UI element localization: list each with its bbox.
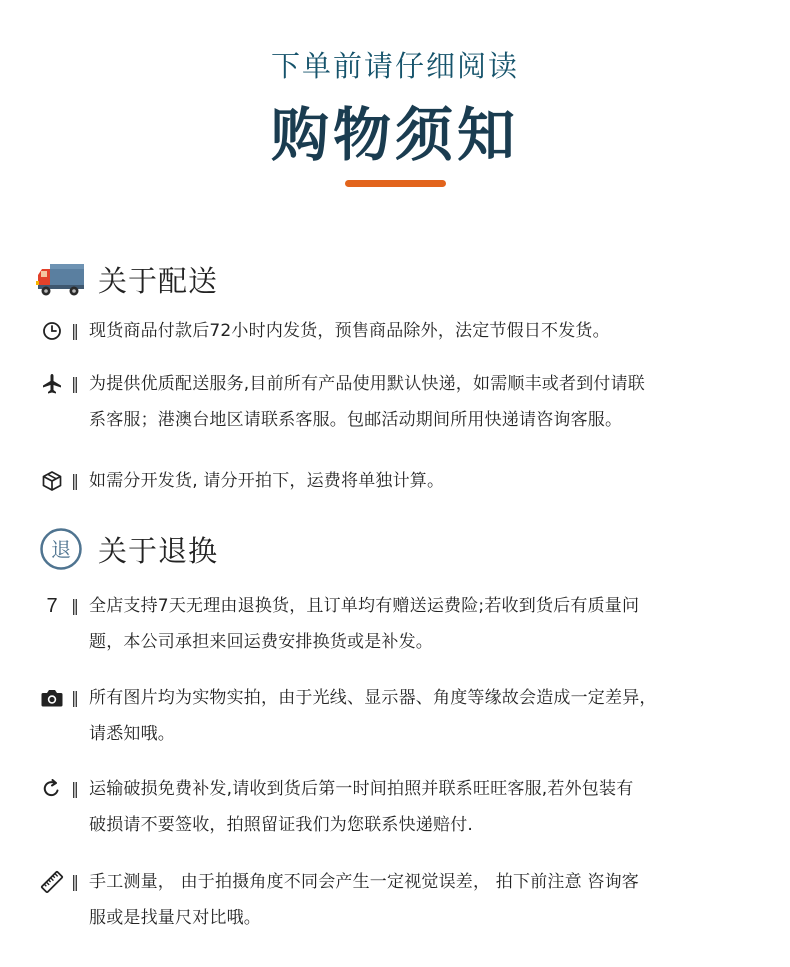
camera-icon bbox=[40, 687, 64, 709]
item-text-line: 全店支持7天无理由退换货，且订单均有赠送运费险;若收到货后有质量问 bbox=[89, 596, 640, 616]
item-separator: ‖ bbox=[71, 321, 79, 340]
item-separator: ‖ bbox=[71, 374, 79, 393]
returns-item-photos bbox=[40, 680, 760, 752]
item-text-line: 系客服；港澳台地区请联系客服。包邮活动期间所用快递请咨询客服。 bbox=[89, 410, 623, 430]
seven-icon: 7 bbox=[46, 595, 58, 617]
delivery-item-shipping-time bbox=[40, 313, 760, 349]
item-text-line: 现货商品付款后72小时内发货，预售商品除外，法定节假日不发货。 bbox=[89, 321, 610, 341]
returns-item-measurement bbox=[40, 864, 760, 936]
return-badge-text: 退 bbox=[51, 537, 71, 562]
section-delivery-title: 关于配送 bbox=[98, 263, 219, 298]
clock-icon bbox=[40, 320, 64, 342]
ruler-icon bbox=[40, 871, 64, 893]
item-separator: ‖ bbox=[71, 779, 79, 798]
page-subtitle: 下单前请仔细阅读 bbox=[270, 49, 519, 83]
delivery-item-courier bbox=[40, 366, 760, 438]
item-text-line: 破损请不要签收，拍照留证我们为您联系快递赔付. bbox=[89, 815, 474, 835]
item-text-line: 手工测量， 由于拍摄角度不同会产生一定视觉误差， 拍下前注意 咨询客 bbox=[89, 872, 640, 892]
page-title: 购物须知 bbox=[270, 101, 519, 169]
item-separator: ‖ bbox=[71, 471, 79, 490]
delivery-item-split-shipping bbox=[40, 463, 760, 499]
title-underline bbox=[345, 180, 446, 187]
return-badge-icon bbox=[36, 529, 86, 569]
item-text-line: 如需分开发货, 请分开拍下，运费将单独计算。 bbox=[89, 471, 445, 491]
returns-item-damage bbox=[40, 771, 760, 843]
item-text-line: 运输破损免费补发,请收到货后第一时间拍照并联系旺旺客服,若外包装有 bbox=[89, 779, 634, 799]
section-returns-header bbox=[36, 524, 218, 574]
item-text-line: 题，本公司承担来回运费安排换货或是补发。 bbox=[89, 632, 433, 652]
item-text-line: 为提供优质配送服务,目前所有产品使用默认快递，如需顺丰或者到付请联 bbox=[89, 374, 646, 394]
item-text-line: 所有图片均为实物实拍，由于光线、显示器、角度等缘故会造成一定差异， bbox=[89, 688, 657, 708]
refresh-icon bbox=[40, 778, 64, 800]
item-separator: ‖ bbox=[71, 688, 79, 707]
item-text-line: 服或是找量尺对比哦。 bbox=[89, 908, 261, 928]
box-icon bbox=[40, 470, 64, 492]
returns-item-seven-day bbox=[40, 588, 760, 660]
airplane-icon bbox=[40, 373, 64, 395]
truck-icon bbox=[36, 259, 86, 299]
item-text-line: 请悉知哦。 bbox=[89, 724, 175, 744]
item-separator: ‖ bbox=[71, 872, 79, 891]
section-returns-title: 关于退换 bbox=[98, 533, 219, 568]
item-separator: ‖ bbox=[71, 596, 79, 615]
section-delivery-header bbox=[36, 254, 218, 304]
